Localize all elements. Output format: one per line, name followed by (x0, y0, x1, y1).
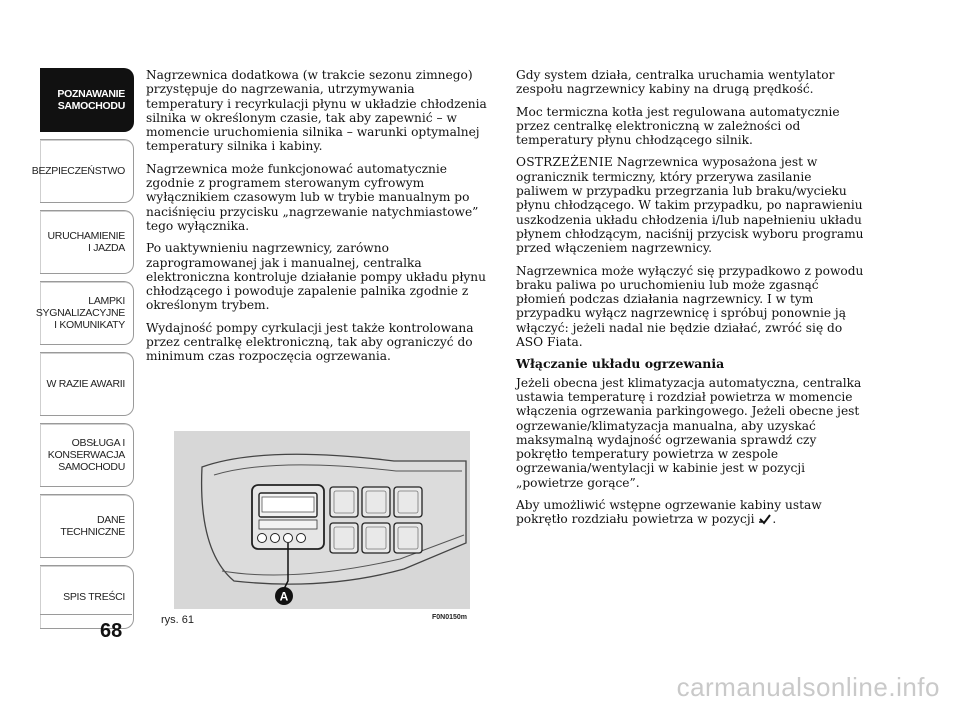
warning-text: Nagrzewnica wyposażona jest w ogranicznik termiczny, który przerywa zasilanie paliwem w przypadku przegrzania lub braku/wycieku płynu chłodzącego. W takim przypadku, po naprawieniu uszkodzenia układu chłodzenia i/lub napełnieniu układu płynem chłodzącym, naciśnij przycisk wyboru programu przed włączeniem nagrzewnicy. (516, 155, 864, 256)
tab-label: W RAZIE AWARII (46, 378, 125, 390)
paragraph: Gdy system działa, centralka uruchamia wentylator zespołu nagrzewnicy kabiny na drugą prędkość. (516, 68, 835, 97)
paragraph-end: . (772, 512, 777, 527)
tab-label: SPIS TREŚCI (63, 591, 125, 603)
text-column-right (516, 68, 866, 537)
tab-label: POZNAWANIE SAMOCHODU (57, 88, 125, 112)
paragraph: Nagrzewnica może wyłączyć się przypadkowo z powodu braku paliwa po uruchomieniu lub może zgasnąć płomień podczas działania nagrzewnicy. I w tym przypadku wyłącz nagrzewnicę i spróbuj ponownie ją włączyć: jeżeli nadal nie będzie działać, zwróć się do ASO Fiata. (516, 263, 864, 350)
page-footer-rule (40, 614, 132, 615)
chapter-tabs (31, 68, 134, 636)
paragraph: Nagrzewnica może funkcjonować automatycznie zgodnie z programem sterowanym cyfrowym wyłącznikiem czasowym lub w trybie manualnym po naciśnięciu przycisku „nagrzewanie natychmiastowe” tego wyłącznika. (146, 161, 479, 233)
tab-label: URUCHAMIENIE I JAZDA (47, 230, 125, 254)
paragraph (516, 498, 866, 529)
tab-w-razie-awarii[interactable] (40, 352, 134, 416)
paragraph: Wydajność pompy cyrkulacji jest także kontrolowana przez centralkę elektroniczną, tak aby ograniczyć do minimum czas rozpoczęcia ogrzewania. (146, 320, 474, 364)
heater-control-figure (174, 431, 470, 609)
paragraph-text: Aby umożliwić wstępne ogrzewanie kabiny ustaw pokrętło rozdziału powietrza w pozycji (516, 498, 822, 527)
tab-dane-techniczne[interactable] (40, 494, 134, 558)
warning-paragraph (516, 155, 866, 255)
air-distribution-feet-icon (758, 513, 772, 528)
tab-uruchamienie-i-jazda[interactable] (40, 210, 134, 274)
paragraph: Jeżeli obecna jest klimatyzacja automatyczna, centralka ustawia temperaturę i rozdział powietrza w momencie włączenia ogrzewania parkingowego. Jeżeli obecne jest ogrzewanie/klimatyzacja manualna, aby uzyskać maksymalną wydajność ogrzewania sprawdź czy pokrętło temperatury powietrza w zespole ogrzewania/wentylacji w kabinie jest w pozycji „powietrze gorące”. (516, 375, 862, 490)
tab-obsluga-i-konserwacja[interactable] (40, 423, 134, 487)
page-number: 68 (100, 620, 123, 642)
paragraph: Moc termiczna kotła jest regulowana automatycznie przez centralkę elektroniczną w zależności od temperatury płynu chłodzącego silnik. (516, 104, 840, 148)
figure-code: F0N0150m (432, 614, 468, 621)
tab-label: OBSŁUGA I KONSERWACJA SAMOCHODU (47, 437, 125, 473)
callout-label: A (279, 589, 289, 604)
warning-label: OSTRZEŻENIE (516, 155, 613, 170)
tab-label: LAMPKI SYGNALIZACYJNE I KOMUNIKATY (35, 295, 125, 331)
tab-poznawanie-samochodu[interactable] (40, 68, 134, 132)
tab-label: BEZPIECZEŃSTWO (31, 165, 125, 177)
text-column-left (146, 68, 494, 372)
figure-caption: rys. 61 (161, 614, 195, 626)
paragraph: Nagrzewnica dodatkowa (w trakcie sezonu zimnego) przystępuje do nagrzewania, utrzymywania temperatury i recyrkulacji płynu w układzie chłodzenia silnika w określonym czasie, tak aby zapewnić – w momencie uruchomienia silnika – warunki optymalnej temperatury silnika i kabiny. (146, 68, 487, 154)
tab-bezpieczenstwo[interactable] (31, 139, 134, 203)
tab-label: DANE TECHNICZNE (60, 514, 125, 538)
watermark: carmanualsonline.info (676, 672, 940, 702)
tab-lampki-sygnalizacyjne[interactable] (35, 281, 134, 345)
section-heading: Włączanie układu ogrzewania (516, 356, 725, 372)
paragraph: Po uaktywnieniu nagrzewnicy, zarówno zaprogramowanej jak i manualnej, centralka elektroniczna kontroluje działanie pompy układu płynu chłodzącego i powoduje zapalenie palnika zgodnie z określonym trybem. (146, 241, 487, 313)
dashboard-illustration (174, 431, 470, 609)
